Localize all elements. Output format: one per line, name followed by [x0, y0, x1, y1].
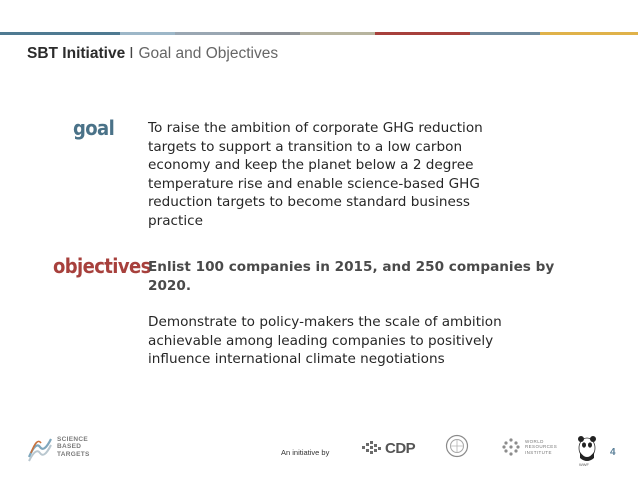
goal-line: reduction targets to become standard business: [148, 194, 471, 211]
bar-segment: [375, 32, 470, 35]
objective-line: influence international climate negotiations: [148, 351, 445, 368]
title-main: SBT Initiative: [27, 45, 126, 62]
cdp-logo: [360, 439, 415, 457]
top-color-bar: [0, 32, 638, 35]
title-subtitle: Goal and Objectives: [138, 45, 279, 62]
goal-label: goal: [73, 116, 115, 140]
objective-line: Demonstrate to policy-makers the scale of ambition: [148, 314, 502, 330]
objective-line: 2020.: [148, 277, 191, 294]
goal-text: [148, 119, 568, 231]
wwf-panda-logo-icon: [576, 434, 598, 464]
objective-item: [148, 258, 568, 295]
bar-segment: [175, 32, 240, 35]
goal-line: temperature rise and enable science-based GHG: [148, 175, 480, 192]
wri-logo: [500, 436, 557, 458]
goal-line: practice: [148, 212, 203, 229]
initiative-text: An initiative by: [281, 448, 330, 457]
sbt-word: SCIENCE: [57, 435, 88, 443]
wri-word: INSTITUTE: [525, 449, 552, 455]
sbt-word: BASED: [57, 443, 82, 451]
objective-line: Enlist 100 companies in 2015, and 250 companies by: [148, 259, 555, 275]
page-title: [27, 45, 278, 63]
cdp-logo-text: CDP: [385, 439, 416, 457]
bar-segment: [300, 32, 375, 35]
goal-line: To raise the ambition of corporate GHG reduction: [148, 120, 483, 136]
goal-line: targets to support a transition to a low carbon: [148, 138, 463, 155]
goal-line: economy and keep the planet below a 2 degree: [148, 157, 474, 174]
objective-line: achievable among leading companies to positively: [148, 332, 494, 349]
wri-mark-icon: [500, 436, 522, 458]
un-global-compact-logo-icon: [445, 434, 469, 458]
bar-segment: [540, 32, 638, 35]
wwf-logo-text: WWF: [579, 462, 589, 467]
bar-segment: [120, 32, 175, 35]
bar-segment: [470, 32, 540, 35]
wri-logo-text: [525, 439, 557, 456]
title-separator: I: [129, 45, 134, 62]
objectives-label: objectives: [53, 254, 151, 278]
wri-word: WORLD: [525, 438, 544, 444]
sbt-logo: [26, 431, 90, 463]
objective-item: [148, 313, 568, 369]
sbt-word: TARGETS: [57, 450, 90, 458]
sbt-logo-icon: [26, 431, 54, 463]
bar-segment: [240, 32, 300, 35]
bar-segment: [0, 32, 120, 35]
page-number: 4: [610, 447, 616, 458]
cdp-mark-icon: [360, 439, 384, 457]
sbt-logo-text: [57, 436, 90, 459]
wri-word: RESOURCES: [525, 444, 558, 450]
